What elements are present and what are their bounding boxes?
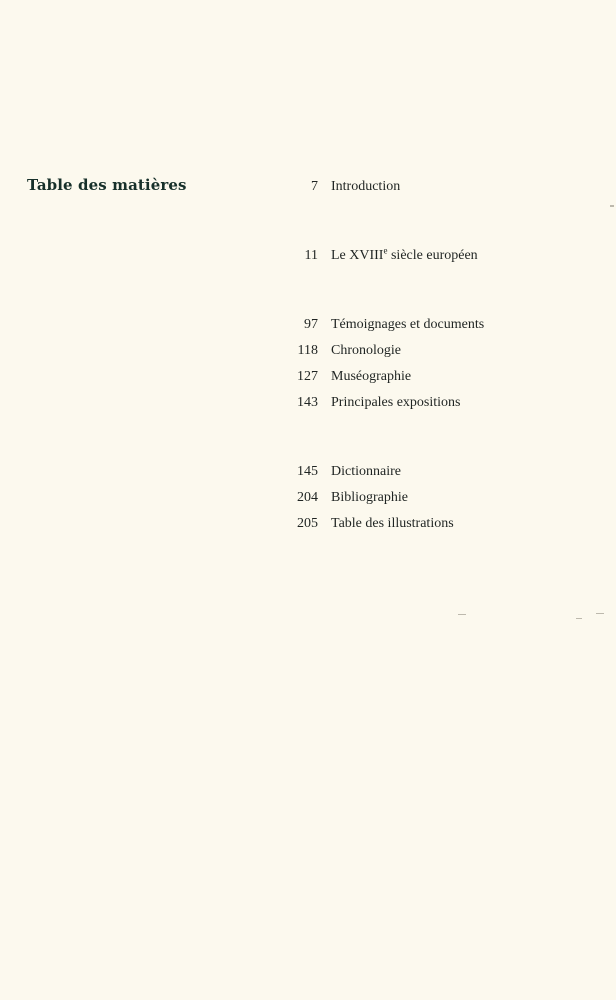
toc-group-1 [270, 177, 570, 203]
toc-entry[interactable] [270, 341, 570, 367]
toc-entry-label: Dictionnaire [331, 464, 401, 479]
toc-entry-label: Introduction [331, 179, 401, 194]
toc-entry-label: Principales expositions [331, 395, 461, 410]
toc-entry-label-main: Le XVIII [331, 248, 384, 263]
toc-entry-label: Bibliographie [331, 490, 408, 505]
toc-entry-label: Muséographie [331, 369, 412, 384]
toc-entry[interactable] [270, 246, 570, 272]
toc-page-number: 7 [311, 179, 318, 194]
toc-page-number: 204 [297, 490, 318, 505]
toc-page-number: 118 [297, 343, 318, 358]
toc-entry[interactable] [270, 488, 570, 514]
toc-entry[interactable] [270, 367, 570, 393]
toc-entry[interactable] [270, 315, 570, 341]
toc-page-number: 11 [304, 248, 318, 263]
toc-entry[interactable] [270, 514, 570, 540]
toc-entry[interactable] [270, 462, 570, 488]
paper-speck [576, 618, 582, 619]
paper-speck [458, 614, 466, 615]
toc-entry-label: Chronologie [331, 343, 401, 358]
paper-speck [610, 205, 614, 207]
toc-page-number: 143 [297, 395, 318, 410]
toc-heading: Table des matières [27, 176, 187, 194]
toc-entry-label: Témoignages et documents [331, 317, 485, 332]
toc-page-number: 127 [297, 369, 318, 384]
toc-group-4 [270, 462, 570, 540]
toc-entry[interactable] [270, 177, 570, 203]
superscript: e [383, 245, 388, 256]
toc-entry[interactable] [270, 393, 570, 419]
toc-group-3 [270, 315, 570, 419]
paper-speck [596, 613, 604, 614]
toc-page-number: 145 [297, 464, 318, 479]
toc-group-2 [270, 246, 570, 272]
toc-entry-label-rest: siècle européen [387, 248, 478, 263]
toc-page-number: 97 [304, 317, 318, 332]
toc-entry-label [331, 246, 478, 266]
toc-entry-label: Table des illustrations [331, 516, 454, 531]
toc-page-number: 205 [297, 516, 318, 531]
